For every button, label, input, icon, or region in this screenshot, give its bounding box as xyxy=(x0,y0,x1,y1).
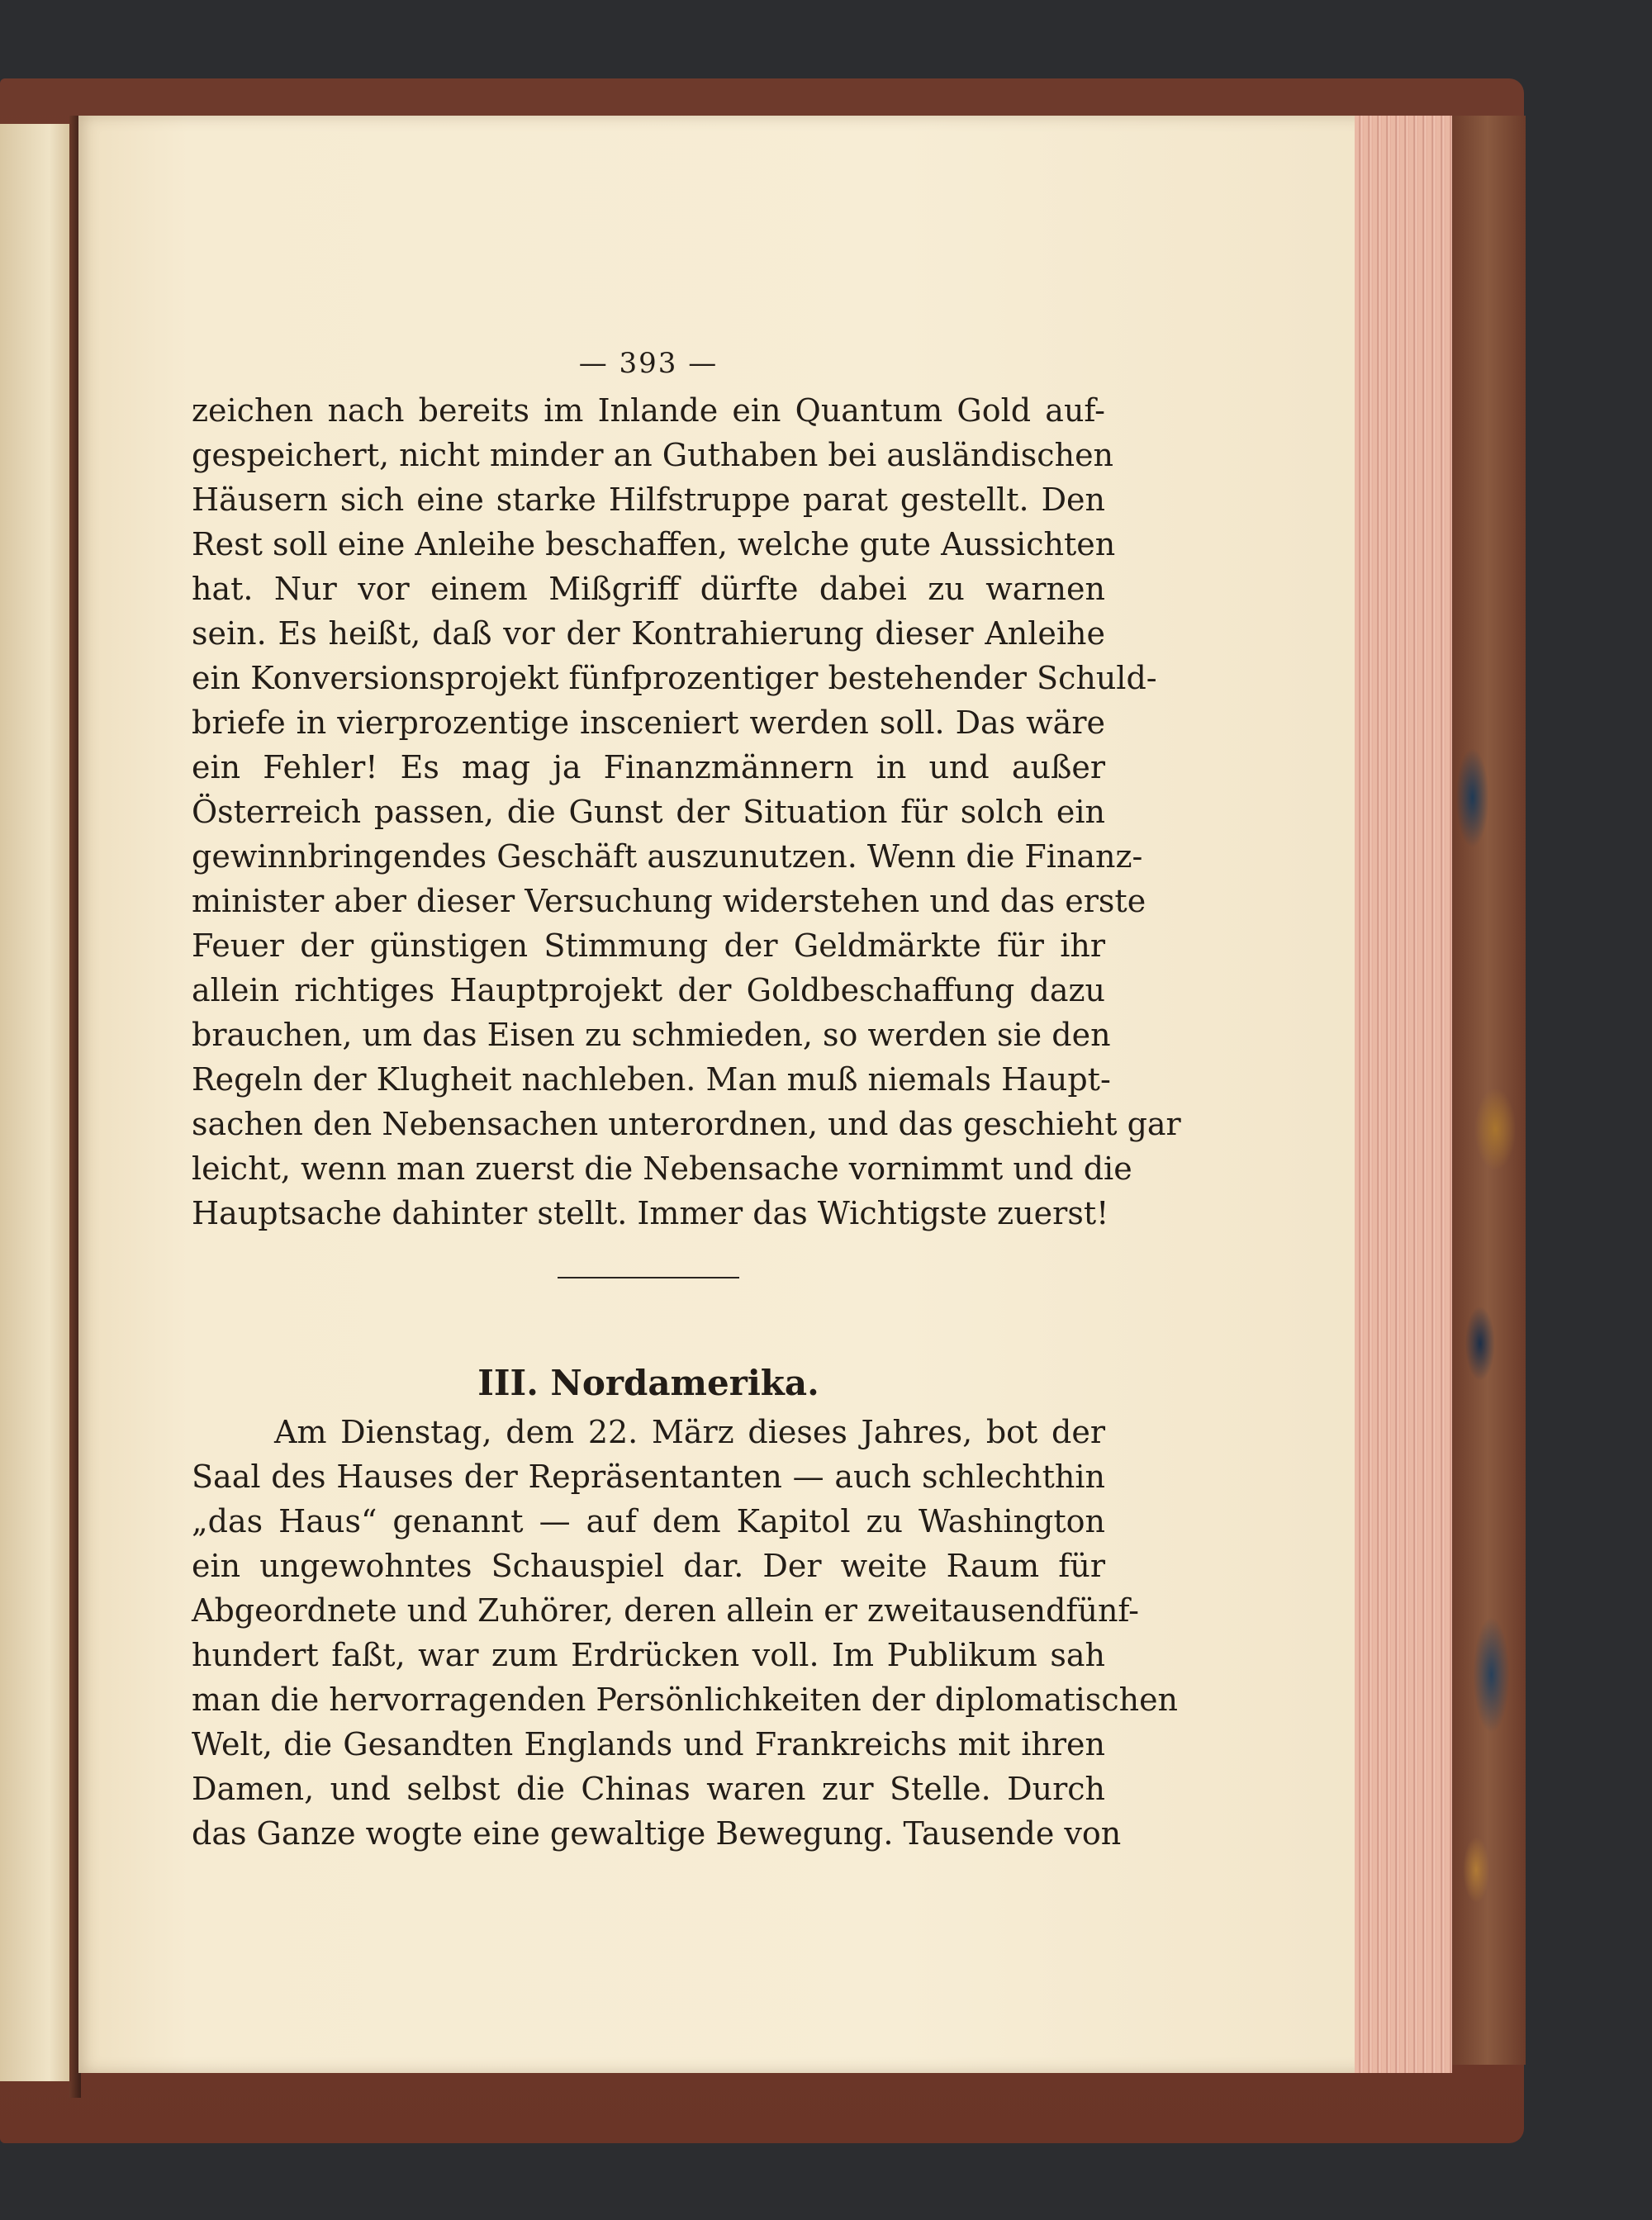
text-line: briefe in vierprozentige insceniert werden soll. Das wäre xyxy=(192,704,1105,741)
text-line: brauchen, um das Eisen zu schmieden, so werden sie den xyxy=(192,1017,1111,1053)
text-line: sachen den Nebensachen unterordnen, und das geschieht gar xyxy=(192,1106,1181,1142)
text-line: Welt, die Gesandten Englands und Frankreichs mit ihren xyxy=(192,1726,1105,1762)
section-divider xyxy=(558,1277,739,1278)
text-line: Hauptsache dahinter stellt. Immer das Wichtigste zuerst! xyxy=(192,1195,1109,1231)
text-line: Österreich passen, die Gunst der Situation für solch ein xyxy=(192,794,1105,830)
text-line: Feuer der günstigen Stimmung der Geldmärkte für ihr xyxy=(192,927,1105,964)
text-line: ein ungewohntes Schauspiel dar. Der weite Raum für xyxy=(192,1548,1105,1584)
page-edges xyxy=(1355,116,1452,2073)
text-line: leicht, wenn man zuerst die Nebensache vornimmt und die xyxy=(192,1150,1132,1187)
text-line: Regeln der Klugheit nachleben. Man muß niemals Haupt- xyxy=(192,1061,1111,1098)
text-line: gewinnbringendes Geschäft auszunutzen. Wenn die Finanz- xyxy=(192,838,1143,875)
marbled-cover-edge xyxy=(1450,116,1526,2065)
section-heading: III. Nordamerika. xyxy=(477,1363,819,1403)
paragraph-1 xyxy=(192,388,1181,1236)
text-line: man die hervorragenden Persönlichkeiten der diplomatischen xyxy=(192,1682,1179,1718)
page-number: — 393 — xyxy=(578,347,719,380)
page-text xyxy=(192,339,1181,1856)
text-line: Damen, und selbst die Chinas waren zur Stelle. Durch xyxy=(192,1771,1105,1807)
left-page-edge xyxy=(0,124,70,2081)
text-line: das Ganze wogte eine gewaltige Bewegung. Tausende von xyxy=(192,1815,1122,1852)
text-line: ein Konversionsprojekt fünfprozentiger bestehender Schuld- xyxy=(192,660,1157,696)
text-line: Abgeordnete und Zuhörer, deren allein er zweitausendfünf- xyxy=(192,1592,1139,1629)
text-line: hat. Nur vor einem Mißgriff dürfte dabei zu warnen xyxy=(192,571,1105,607)
text-line: zeichen nach bereits im Inlande ein Quantum Gold auf- xyxy=(192,392,1105,429)
text-line: Am Dienstag, dem 22. März dieses Jahres, bot der xyxy=(274,1414,1105,1450)
paragraph-2 xyxy=(192,1410,1179,1856)
text-line: Rest soll eine Anleihe beschaffen, welche gute Aussichten xyxy=(192,526,1116,562)
text-line: ein Fehler! Es mag ja Finanzmännern in und außer xyxy=(192,749,1105,785)
text-line: gespeichert, nicht minder an Guthaben bei ausländischen xyxy=(192,437,1114,473)
text-line: minister aber dieser Versuchung widerstehen und das erste xyxy=(192,883,1146,919)
text-line: sein. Es heißt, daß vor der Kontrahierung dieser Anleihe xyxy=(192,615,1105,652)
text-line: Saal des Hauses der Repräsentanten — auch schlechthin xyxy=(192,1459,1105,1495)
text-line: allein richtiges Hauptprojekt der Goldbeschaffung dazu xyxy=(192,972,1105,1008)
text-line: hundert faßt, war zum Erdrücken voll. Im Publikum sah xyxy=(192,1637,1105,1673)
text-line: „das Haus“ genannt — auf dem Kapitol zu Washington xyxy=(192,1503,1105,1539)
text-line: Häusern sich eine starke Hilfstruppe parat gestellt. Den xyxy=(192,481,1105,518)
